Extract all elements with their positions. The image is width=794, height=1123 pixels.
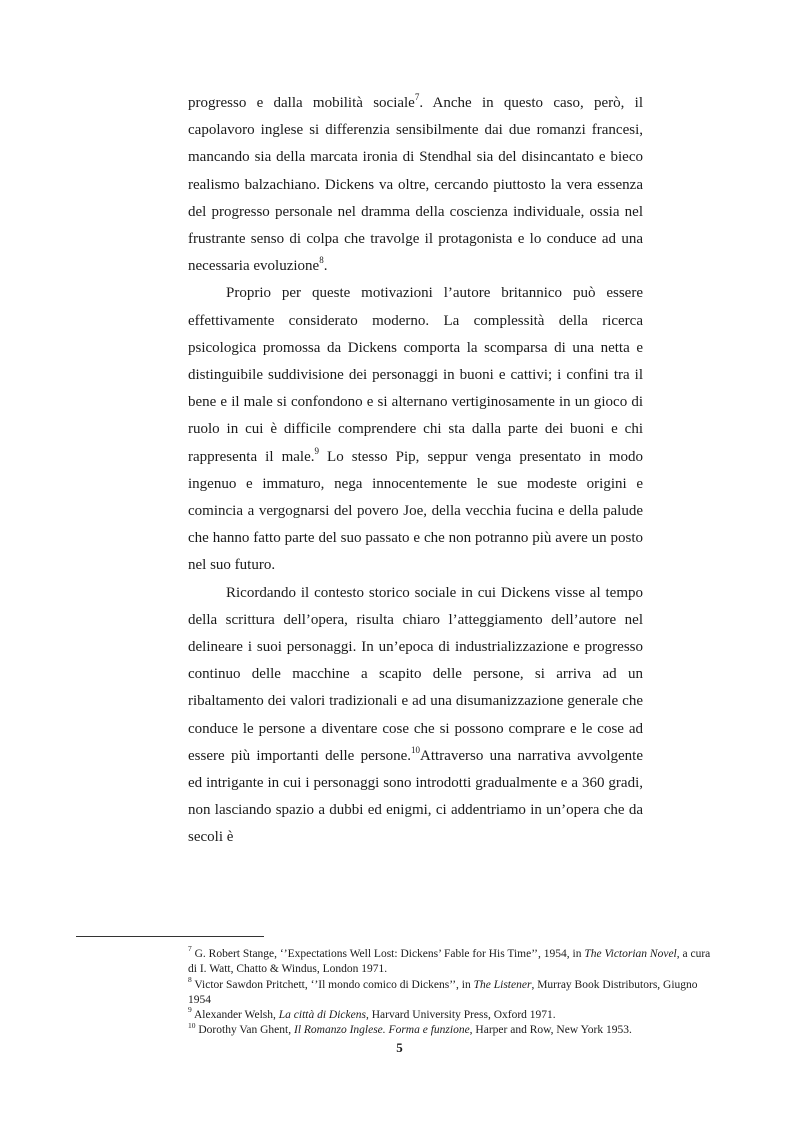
paragraph-1: progresso e dalla mobilità sociale$^7$. Anche in questo caso, però, il capolavoro inglese si differenzia sensibilmente dai due romanzi francesi, mancando sia della marcata ironia di Stendhal sia del disincantato e bieco realismo balzachiano. Dickens va oltre, cercando piuttosto la vera essenza del progresso personale nel dramma della coscienza individuale, ossia nel frustrante senso di colpa che travolge il protagonista e lo conduce ad una necessaria evoluzione$^8$.: [188, 92, 643, 275]
paragraph-2: Proprio per queste motivazioni l’autore britannico può essere effettivamente considerato moderno. La complessità della ricerca psicologica promossa da Dickens comporta la scomparsa di una netta e distinguibile suddivisione dei personaggi in buoni e cattivi; i confini tra il bene e il male si confondono e si alternano vertiginosamente in un gioco di ruolo in cui è difficile comprendere chi sta dalla parte dei buoni e chi rappresenta il male.$^9$ Lo stesso Pip, seppur venga presentato in modo ingenuo e immaturo, nega innocentemente le sue modeste origini e comincia a vergognarsi del povero Joe, della vecchia fucina e della palude che hanno fatto parte del suo passato e che non potranno più avere un posto nel suo futuro.: [188, 285, 643, 574]
page-number: 5: [396, 1040, 403, 1055]
paragraph-3: Ricordando il contesto storico sociale in cui Dickens visse al tempo della scrittura dell’opera, risulta chiaro l’atteggiamento dell’autore nel delineare i suoi personaggi. In un’epoca di industrializzazione e progresso continuo delle macchine a scapito delle persone, si arriva ad un ribaltamento dei valori tradizionali e ad una disumanizzazione generale che conduce le persone a diventare cose che si possono comprare e le cose ad essere più importanti delle persone.$^{10}$Attraverso una narrativa avvolgente ed intrigante in cui i personaggi sono introdotti gradualmente e a 360 gradi, non lasciando spazio a dubbi ed enigmi, ci addentriamo in un’opera che da secoli è: [188, 584, 643, 846]
footnote-ref-10[interactable]: 10: [411, 744, 421, 755]
footnote-ref-8[interactable]: 8: [319, 255, 324, 266]
footnote-9: $^9$ Alexander Welsh, La città di Dickens, Harvard University Press, Oxford 1971.: [188, 1005, 556, 1022]
footnote-7: $^7$ G. Robert Stange, ‘’Expectations Well Lost: Dickens’ Fable for His Time’’, 1954, in The Victorian Novel, a cura di I. Watt, Chatto & Windus, London 1971.: [188, 944, 711, 976]
footnote-separator: [76, 936, 264, 937]
body-text: [188, 90, 643, 852]
footnote-8: $^8$ Victor Sawdon Pritchett, ‘’Il mondo comico di Dickens’’, in The Listener, Murray Book Distributors, Giugno 1954: [188, 974, 698, 1006]
footnotes: [188, 944, 718, 1039]
footnote-ref-7[interactable]: 7: [414, 92, 420, 102]
footnote-ref-9[interactable]: 9: [314, 445, 319, 456]
footnote-10: $^{10}$ Dorothy Van Ghent, Il Romanzo Inglese. Forma e funzione, Harper and Row, New York 1953.: [188, 1020, 632, 1037]
